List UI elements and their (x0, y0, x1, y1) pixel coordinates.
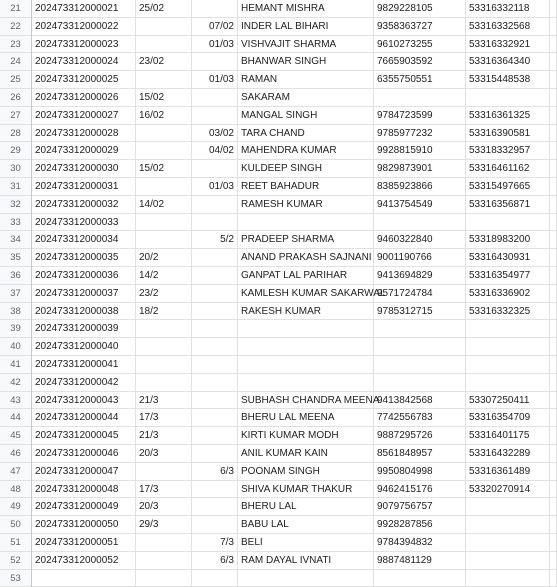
table-row (32, 427, 557, 445)
cell-name[interactable]: REET BAHADUR (238, 178, 374, 196)
cell-date-alt[interactable] (192, 249, 238, 267)
cell-account[interactable]: 53316430931 (466, 249, 550, 267)
cell-date[interactable] (136, 570, 192, 587)
cell-id[interactable] (32, 570, 136, 587)
row-number[interactable]: 24 (0, 53, 31, 71)
cell-date-alt[interactable]: 03/02 (192, 125, 238, 143)
cell-empty[interactable] (550, 125, 557, 143)
cell-name[interactable]: SUBHASH CHANDRA MEENA (238, 392, 374, 410)
row-number[interactable]: 51 (0, 534, 31, 552)
cell-account[interactable] (466, 516, 550, 534)
table-row (32, 481, 557, 499)
cell-empty[interactable] (550, 0, 557, 18)
cell-phone[interactable]: 9928287856 (374, 516, 466, 534)
cell-empty[interactable] (550, 338, 557, 356)
cell-date-alt[interactable]: 04/02 (192, 142, 238, 160)
cell-date[interactable] (136, 552, 192, 570)
cell-empty[interactable] (550, 142, 557, 160)
cell-date[interactable]: 21/3 (136, 392, 192, 410)
cell-phone[interactable] (374, 320, 466, 338)
cell-id[interactable]: 202473312000025 (32, 71, 136, 89)
table-row (32, 285, 557, 303)
cell-name[interactable]: BHERU LAL (238, 498, 374, 516)
cell-date-alt[interactable] (192, 498, 238, 516)
cell-phone[interactable]: 8561848957 (374, 445, 466, 463)
cell-date[interactable]: 23/2 (136, 285, 192, 303)
cell-account[interactable]: 53316432289 (466, 445, 550, 463)
table-row (32, 338, 557, 356)
cell-date-alt[interactable] (192, 427, 238, 445)
table-row (32, 71, 557, 89)
cell-phone[interactable]: 9785312715 (374, 303, 466, 321)
cell-empty[interactable] (550, 107, 557, 125)
cell-id[interactable]: 202473312000030 (32, 160, 136, 178)
cell-account[interactable]: 53316401175 (466, 427, 550, 445)
cell-id[interactable]: 202473312000037 (32, 285, 136, 303)
row-number[interactable]: 47 (0, 463, 31, 481)
cell-date[interactable] (136, 356, 192, 374)
cell-phone[interactable]: 9460322840 (374, 231, 466, 249)
cell-empty[interactable] (550, 445, 557, 463)
cell-date-alt[interactable]: 01/03 (192, 71, 238, 89)
cell-date-alt[interactable] (192, 89, 238, 107)
row-number[interactable]: 28 (0, 125, 31, 143)
cell-empty[interactable] (550, 427, 557, 445)
cell-account[interactable]: 53316354977 (466, 267, 550, 285)
cell-date-alt[interactable] (192, 0, 238, 18)
table-row (32, 445, 557, 463)
cell-empty[interactable] (550, 481, 557, 499)
table-row (32, 356, 557, 374)
cell-name[interactable] (238, 570, 374, 587)
cell-empty[interactable] (550, 53, 557, 71)
cell-id[interactable]: 202473312000024 (32, 53, 136, 71)
cell-account[interactable] (466, 89, 550, 107)
cell-account[interactable] (466, 356, 550, 374)
cell-empty[interactable] (550, 356, 557, 374)
cell-date[interactable] (136, 18, 192, 36)
cell-empty[interactable] (550, 71, 557, 89)
cell-date[interactable]: 14/02 (136, 196, 192, 214)
cell-date-alt[interactable]: 01/03 (192, 178, 238, 196)
row-number[interactable]: 38 (0, 303, 31, 321)
table-row (32, 36, 557, 54)
cell-date[interactable] (136, 338, 192, 356)
cell-id[interactable]: 202473312000027 (32, 107, 136, 125)
cell-account[interactable]: 53318983200 (466, 231, 550, 249)
cell-phone[interactable]: 9079756757 (374, 498, 466, 516)
cell-grid (32, 0, 557, 587)
cell-name[interactable]: INDER LAL BIHARI (238, 18, 374, 36)
cell-empty[interactable] (550, 463, 557, 481)
cell-name[interactable]: MAHENDRA KUMAR (238, 142, 374, 160)
cell-phone[interactable] (374, 338, 466, 356)
table-row (32, 463, 557, 481)
cell-empty[interactable] (550, 498, 557, 516)
cell-empty[interactable] (550, 249, 557, 267)
cell-date[interactable]: 15/02 (136, 89, 192, 107)
cell-id[interactable]: 202473312000046 (32, 445, 136, 463)
cell-date[interactable] (136, 142, 192, 160)
table-row (32, 160, 557, 178)
cell-name[interactable]: ANAND PRAKASH SAJNANI (238, 249, 374, 267)
cell-date[interactable] (136, 214, 192, 232)
row-number[interactable]: 30 (0, 160, 31, 178)
cell-empty[interactable] (550, 89, 557, 107)
cell-name[interactable] (238, 338, 374, 356)
row-number[interactable]: 43 (0, 392, 31, 410)
table-row (32, 498, 557, 516)
cell-account[interactable]: 53318332957 (466, 142, 550, 160)
row-number[interactable]: 22 (0, 18, 31, 36)
cell-date[interactable]: 16/02 (136, 107, 192, 125)
cell-phone[interactable]: 9829873901 (374, 160, 466, 178)
cell-phone[interactable]: 9784723599 (374, 107, 466, 125)
cell-phone[interactable]: 7665903592 (374, 53, 466, 71)
cell-date-alt[interactable] (192, 214, 238, 232)
table-row (32, 374, 557, 392)
cell-name[interactable]: BELI (238, 534, 374, 552)
cell-empty[interactable] (550, 196, 557, 214)
table-row (32, 53, 557, 71)
cell-phone[interactable] (374, 356, 466, 374)
cell-date-alt[interactable] (192, 338, 238, 356)
cell-name[interactable]: RAMAN (238, 71, 374, 89)
cell-name[interactable]: PRADEEP SHARMA (238, 231, 374, 249)
table-row (32, 552, 557, 570)
cell-name[interactable]: TARA CHAND (238, 125, 374, 143)
table-row (32, 231, 557, 249)
cell-phone[interactable]: 9610273255 (374, 36, 466, 54)
cell-account[interactable] (466, 570, 550, 587)
cell-account[interactable]: 53320270914 (466, 481, 550, 499)
cell-id[interactable]: 202473312000038 (32, 303, 136, 321)
cell-date[interactable] (136, 178, 192, 196)
cell-id[interactable]: 202473312000044 (32, 409, 136, 427)
cell-id[interactable]: 202473312000049 (32, 498, 136, 516)
cell-empty[interactable] (550, 534, 557, 552)
cell-id[interactable]: 202473312000033 (32, 214, 136, 232)
cell-phone[interactable]: 9413842568 (374, 392, 466, 410)
row-number[interactable]: 52 (0, 552, 31, 570)
cell-empty[interactable] (550, 36, 557, 54)
cell-id[interactable]: 202473312000035 (32, 249, 136, 267)
cell-name[interactable]: RAKESH KUMAR (238, 303, 374, 321)
cell-empty[interactable] (550, 267, 557, 285)
cell-id[interactable]: 202473312000022 (32, 18, 136, 36)
cell-date-alt[interactable] (192, 392, 238, 410)
cell-empty[interactable] (550, 18, 557, 36)
row-number[interactable]: 41 (0, 356, 31, 374)
cell-empty[interactable] (550, 285, 557, 303)
row-number[interactable]: 46 (0, 445, 31, 463)
table-row (32, 392, 557, 410)
cell-date[interactable] (136, 320, 192, 338)
cell-date[interactable]: 17/3 (136, 481, 192, 499)
cell-empty[interactable] (550, 303, 557, 321)
row-number[interactable]: 42 (0, 374, 31, 392)
cell-name[interactable]: ANIL KUMAR KAIN (238, 445, 374, 463)
row-number[interactable]: 23 (0, 36, 31, 54)
cell-id[interactable]: 202473312000050 (32, 516, 136, 534)
cell-phone[interactable] (374, 89, 466, 107)
cell-empty[interactable] (550, 409, 557, 427)
cell-date-alt[interactable]: 01/03 (192, 36, 238, 54)
table-row (32, 570, 557, 587)
cell-date-alt[interactable] (192, 570, 238, 587)
table-row (32, 303, 557, 321)
cell-date-alt[interactable] (192, 267, 238, 285)
cell-account[interactable] (466, 534, 550, 552)
cell-date[interactable]: 14/2 (136, 267, 192, 285)
cell-phone[interactable]: 7742556783 (374, 409, 466, 427)
cell-date-alt[interactable] (192, 303, 238, 321)
cell-account[interactable] (466, 338, 550, 356)
cell-date-alt[interactable]: 6/3 (192, 552, 238, 570)
cell-id[interactable]: 202473312000048 (32, 481, 136, 499)
table-row (32, 214, 557, 232)
cell-date[interactable] (136, 71, 192, 89)
cell-phone[interactable] (374, 214, 466, 232)
cell-id[interactable]: 202473312000032 (32, 196, 136, 214)
cell-account[interactable]: 53316332921 (466, 36, 550, 54)
cell-empty[interactable] (550, 178, 557, 196)
row-number[interactable]: 40 (0, 338, 31, 356)
cell-id[interactable]: 202473312000043 (32, 392, 136, 410)
cell-date-alt[interactable]: 5/2 (192, 231, 238, 249)
cell-id[interactable]: 202473312000034 (32, 231, 136, 249)
table-row (32, 249, 557, 267)
cell-date-alt[interactable] (192, 374, 238, 392)
cell-account[interactable] (466, 320, 550, 338)
row-number[interactable]: 29 (0, 142, 31, 160)
row-number[interactable]: 36 (0, 267, 31, 285)
cell-phone[interactable]: 9950804998 (374, 463, 466, 481)
cell-id[interactable]: 202473312000026 (32, 89, 136, 107)
cell-phone[interactable]: 9571724784 (374, 285, 466, 303)
cell-account[interactable] (466, 214, 550, 232)
cell-date[interactable] (136, 125, 192, 143)
row-number[interactable]: 49 (0, 498, 31, 516)
row-number[interactable]: 34 (0, 231, 31, 249)
row-number[interactable]: 31 (0, 178, 31, 196)
cell-empty[interactable] (550, 320, 557, 338)
cell-name[interactable]: BHERU LAL MEENA (238, 409, 374, 427)
cell-account[interactable]: 53307250411 (466, 392, 550, 410)
cell-account[interactable]: 53316354709 (466, 409, 550, 427)
cell-phone[interactable]: 9001190766 (374, 249, 466, 267)
cell-id[interactable]: 202473312000051 (32, 534, 136, 552)
cell-empty[interactable] (550, 214, 557, 232)
cell-id[interactable]: 202473312000028 (32, 125, 136, 143)
cell-name[interactable]: BHANWAR SINGH (238, 53, 374, 71)
cell-name[interactable]: HEMANT MISHRA (238, 0, 374, 18)
table-row (32, 142, 557, 160)
cell-date-alt[interactable]: 7/3 (192, 534, 238, 552)
cell-date[interactable]: 15/02 (136, 160, 192, 178)
cell-name[interactable]: SAKARAM (238, 89, 374, 107)
cell-date-alt[interactable] (192, 196, 238, 214)
cell-phone[interactable]: 9413754549 (374, 196, 466, 214)
cell-id[interactable]: 202473312000023 (32, 36, 136, 54)
cell-empty[interactable] (550, 392, 557, 410)
row-number[interactable]: 37 (0, 285, 31, 303)
cell-name[interactable]: RAM DAYAL IVNATI (238, 552, 374, 570)
cell-date[interactable]: 20/3 (136, 498, 192, 516)
cell-account[interactable]: 53316332325 (466, 303, 550, 321)
cell-id[interactable]: 202473312000031 (32, 178, 136, 196)
row-number[interactable]: 26 (0, 89, 31, 107)
cell-account[interactable]: 53316361489 (466, 463, 550, 481)
cell-id[interactable]: 202473312000045 (32, 427, 136, 445)
cell-date[interactable]: 23/02 (136, 53, 192, 71)
cell-phone[interactable]: 6355750551 (374, 71, 466, 89)
cell-date-alt[interactable] (192, 107, 238, 125)
cell-empty[interactable] (550, 374, 557, 392)
cell-id[interactable]: 202473312000029 (32, 142, 136, 160)
cell-date-alt[interactable] (192, 516, 238, 534)
cell-date[interactable] (136, 534, 192, 552)
row-number[interactable]: 50 (0, 516, 31, 534)
cell-account[interactable]: 53316390581 (466, 125, 550, 143)
row-number[interactable]: 27 (0, 107, 31, 125)
table-row (32, 196, 557, 214)
cell-date[interactable] (136, 231, 192, 249)
cell-date-alt[interactable] (192, 285, 238, 303)
cell-name[interactable] (238, 356, 374, 374)
cell-phone[interactable]: 9413694829 (374, 267, 466, 285)
cell-phone[interactable]: 9462415176 (374, 481, 466, 499)
cell-name[interactable]: SHIVA KUMAR THAKUR (238, 481, 374, 499)
cell-empty[interactable] (550, 516, 557, 534)
cell-name[interactable]: KULDEEP SINGH (238, 160, 374, 178)
cell-date-alt[interactable] (192, 320, 238, 338)
row-number[interactable]: 44 (0, 409, 31, 427)
table-row (32, 178, 557, 196)
cell-account[interactable]: 53315497665 (466, 178, 550, 196)
cell-account[interactable]: 53316336902 (466, 285, 550, 303)
cell-phone[interactable]: 8385923866 (374, 178, 466, 196)
cell-account[interactable] (466, 552, 550, 570)
cell-date[interactable] (136, 463, 192, 481)
table-row (32, 516, 557, 534)
cell-date[interactable]: 17/3 (136, 409, 192, 427)
cell-phone[interactable]: 9784394832 (374, 534, 466, 552)
cell-phone[interactable]: 9928815910 (374, 142, 466, 160)
cell-empty[interactable] (550, 552, 557, 570)
cell-date-alt[interactable] (192, 445, 238, 463)
cell-date[interactable] (136, 374, 192, 392)
row-number[interactable]: 53 (0, 570, 31, 587)
table-row (32, 89, 557, 107)
cell-name[interactable]: KAMLESH KUMAR SAKARWAL (238, 285, 374, 303)
cell-date[interactable]: 25/02 (136, 0, 192, 18)
cell-id[interactable]: 202473312000047 (32, 463, 136, 481)
cell-id[interactable]: 202473312000036 (32, 267, 136, 285)
table-row (32, 107, 557, 125)
table-row (32, 534, 557, 552)
table-row (32, 267, 557, 285)
cell-name[interactable] (238, 214, 374, 232)
cell-account[interactable] (466, 498, 550, 516)
cell-date-alt[interactable] (192, 409, 238, 427)
row-number[interactable]: 32 (0, 196, 31, 214)
cell-id[interactable]: 202473312000039 (32, 320, 136, 338)
row-number[interactable]: 39 (0, 320, 31, 338)
cell-account[interactable] (466, 374, 550, 392)
cell-date-alt[interactable]: 6/3 (192, 463, 238, 481)
cell-phone[interactable] (374, 570, 466, 587)
cell-name[interactable]: GANPAT LAL PARIHAR (238, 267, 374, 285)
cell-date[interactable]: 18/2 (136, 303, 192, 321)
cell-id[interactable]: 202473312000052 (32, 552, 136, 570)
cell-account[interactable]: 53316361325 (466, 107, 550, 125)
cell-id[interactable]: 202473312000041 (32, 356, 136, 374)
cell-id[interactable]: 202473312000040 (32, 338, 136, 356)
table-row (32, 320, 557, 338)
cell-name[interactable]: VISHVAJIT SHARMA (238, 36, 374, 54)
row-number[interactable]: 48 (0, 481, 31, 499)
cell-name[interactable]: RAMESH KUMAR (238, 196, 374, 214)
row-number[interactable]: 25 (0, 71, 31, 89)
cell-account[interactable]: 53315448538 (466, 71, 550, 89)
cell-phone[interactable]: 9358363727 (374, 18, 466, 36)
cell-date-alt[interactable] (192, 481, 238, 499)
cell-phone[interactable]: 9785977232 (374, 125, 466, 143)
row-number[interactable]: 35 (0, 249, 31, 267)
cell-phone[interactable]: 9829228105 (374, 0, 466, 18)
cell-empty[interactable] (550, 570, 557, 587)
table-row (32, 18, 557, 36)
cell-phone[interactable]: 9887295726 (374, 427, 466, 445)
cell-date-alt[interactable]: 07/02 (192, 18, 238, 36)
cell-name[interactable]: POONAM SINGH (238, 463, 374, 481)
cell-date[interactable]: 21/3 (136, 427, 192, 445)
cell-account[interactable]: 53316356871 (466, 196, 550, 214)
cell-date[interactable]: 29/3 (136, 516, 192, 534)
cell-name[interactable]: MANGAL SINGH (238, 107, 374, 125)
table-row (32, 125, 557, 143)
cell-phone[interactable]: 9887481129 (374, 552, 466, 570)
cell-id[interactable]: 202473312000021 (32, 0, 136, 18)
cell-account[interactable]: 53316332118 (466, 0, 550, 18)
cell-name[interactable]: BABU LAL (238, 516, 374, 534)
cell-date-alt[interactable] (192, 356, 238, 374)
cell-date[interactable]: 20/3 (136, 445, 192, 463)
cell-name[interactable] (238, 374, 374, 392)
cell-account[interactable]: 53316364340 (466, 53, 550, 71)
cell-empty[interactable] (550, 160, 557, 178)
cell-phone[interactable] (374, 374, 466, 392)
cell-account[interactable]: 53316461162 (466, 160, 550, 178)
cell-id[interactable]: 202473312000042 (32, 374, 136, 392)
cell-date-alt[interactable] (192, 53, 238, 71)
cell-empty[interactable] (550, 231, 557, 249)
row-number[interactable]: 45 (0, 427, 31, 445)
table-row (32, 409, 557, 427)
cell-date-alt[interactable] (192, 160, 238, 178)
cell-date[interactable]: 20/2 (136, 249, 192, 267)
table-row (32, 0, 557, 18)
cell-name[interactable] (238, 320, 374, 338)
row-header-column (0, 0, 32, 587)
cell-account[interactable]: 53316332568 (466, 18, 550, 36)
cell-date[interactable] (136, 36, 192, 54)
row-number[interactable]: 21 (0, 0, 31, 18)
row-number[interactable]: 33 (0, 214, 31, 232)
cell-name[interactable]: KIRTI KUMAR MODH (238, 427, 374, 445)
